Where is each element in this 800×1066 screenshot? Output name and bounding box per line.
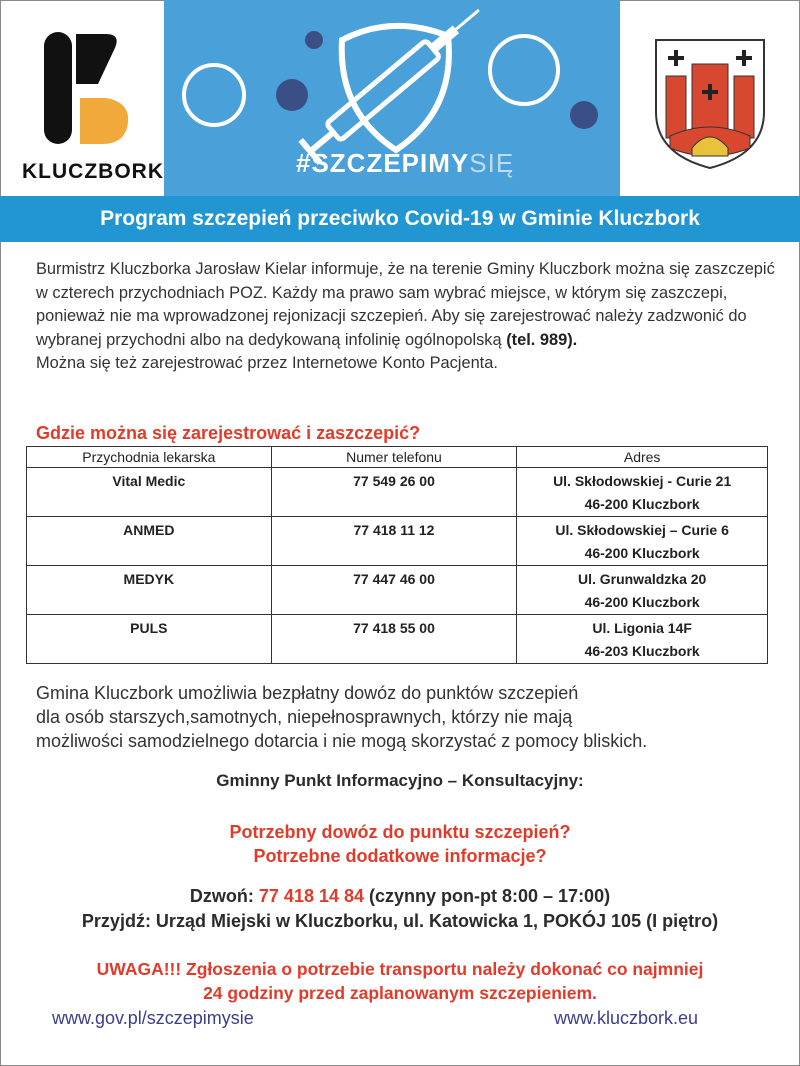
clinic-name: Vital Medic bbox=[27, 468, 272, 517]
office-address: Przyjdź: Urząd Miejski w Kluczborku, ul. Katowicka 1, POKÓJ 105 (I piętro) bbox=[81, 911, 719, 931]
info-point-heading: Gminny Punkt Informacyjno – Konsultacyjny: bbox=[216, 771, 584, 790]
clinic-address: Ul. Skłodowskiej - Curie 21 46-200 Kluczbork bbox=[517, 468, 768, 517]
table-row bbox=[27, 517, 768, 566]
section-heading: Gdzie można się zarejestrować i zaszczepić? bbox=[36, 423, 421, 443]
clinic-address: Ul. Ligonia 14F 46-203 Kluczbork bbox=[517, 615, 768, 664]
page-title: Program szczepień przeciwko Covid-19 w Gminie Kluczbork bbox=[100, 207, 700, 230]
table-row bbox=[27, 615, 768, 664]
clinic-name: MEDYK bbox=[27, 566, 272, 615]
warning-note: UWAGA!!! Zgłoszenia o potrzebie transportu należy dokonać co najmniej 24 godziny przed zaplanowanym szczepieniem. bbox=[96, 959, 704, 1003]
intro-text: Burmistrz Kluczborka Jarosław Kielar informuje, że na terenie Gminy Kluczbork można się zaszczepić w czterech przychodniach POZ. Każdy ma prawo sam wybrać miejsce, w którym się zaszczepi, ponieważ nie ma wprowadzonej rejonizacji szczepień. Aby się zarejestrować należy zadzwonić do wybranej przychodni albo na dedykowaną infolinię ogólnopolską bbox=[36, 260, 775, 349]
table-row bbox=[27, 468, 768, 517]
title-bar bbox=[0, 196, 800, 242]
ikp-info: Można się też zarejestrować przez Internetowe Konto Pacjenta. bbox=[36, 354, 498, 372]
contact-info: Dzwoń: 77 418 14 84 (czynny pon-pt 8:00 – 17:00) Przyjdź: Urząd Miejski w Kluczborku, ul. Katowicka 1, POKÓJ 105 (I piętro) bbox=[81, 886, 719, 931]
clinic-name: ANMED bbox=[27, 517, 272, 566]
clinic-phone: 77 418 55 00 bbox=[271, 615, 517, 664]
clinic-phone: 77 549 26 00 bbox=[271, 468, 517, 517]
column-header: Adres bbox=[517, 447, 768, 468]
clinic-name: PULS bbox=[27, 615, 272, 664]
column-header: Numer telefonu bbox=[271, 447, 517, 468]
gov-link[interactable]: www.gov.pl/szczepimysie bbox=[52, 1008, 254, 1028]
phone-number: 77 418 14 84 bbox=[258, 886, 365, 906]
national-hotline: (tel. 989). bbox=[506, 330, 578, 349]
kluczbork-link[interactable]: www.kluczbork.eu bbox=[554, 1008, 699, 1028]
coat-of-arms bbox=[652, 36, 768, 172]
vaccination-banner bbox=[164, 0, 620, 196]
column-header: Przychodnia lekarska bbox=[27, 447, 272, 468]
transport-paragraph: Gmina Kluczbork umożliwia bezpłatny dowóz do punktów szczepień dla osób starszych,samotnych, niepełnosprawnych, którzy nie mają możliwości samodzielnego dotarcia i nie mogą skorzystać z pomocy bliskich. bbox=[36, 683, 648, 751]
logo-text: KLUCZBORK bbox=[22, 160, 164, 183]
intro-paragraph bbox=[36, 258, 776, 376]
clinic-address: Ul. Skłodowskiej – Curie 6 46-200 Kluczbork bbox=[517, 517, 768, 566]
hashtag: #SZCZEPIMYSIĘ bbox=[296, 148, 515, 178]
table-row bbox=[27, 566, 768, 615]
table-header-row bbox=[27, 447, 768, 468]
clinic-phone: 77 447 46 00 bbox=[271, 566, 517, 615]
clinic-address: Ul. Grunwaldzka 20 46-200 Kluczbork bbox=[517, 566, 768, 615]
clinic-phone: 77 418 11 12 bbox=[271, 517, 517, 566]
questions: Potrzebny dowóz do punktu szczepień? Potrzebne dodatkowe informacje? bbox=[229, 822, 571, 866]
clinics-table bbox=[26, 446, 768, 664]
